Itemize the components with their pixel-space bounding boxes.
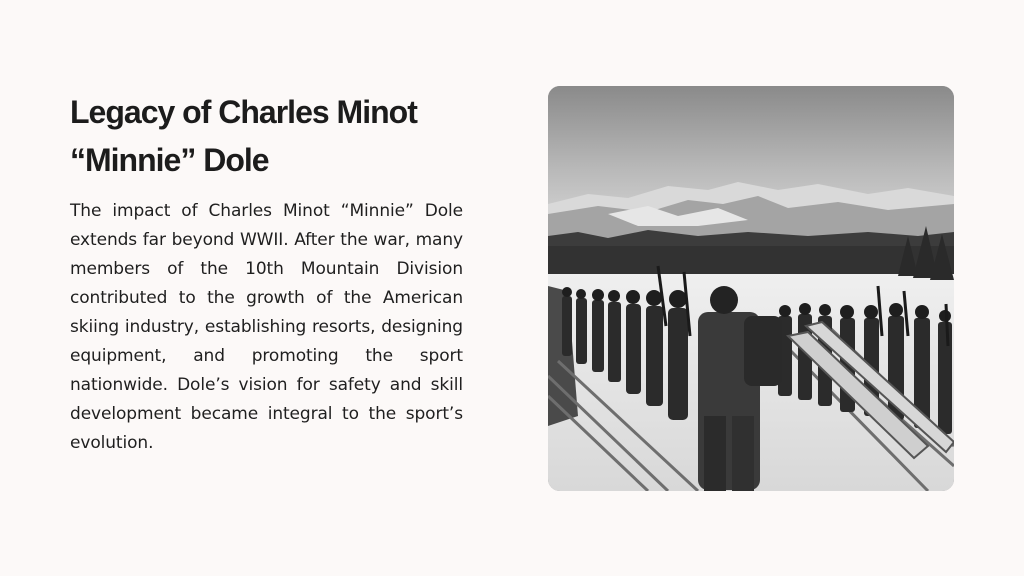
slide-body-text: The impact of Charles Minot “Minnie” Dole extends far beyond WWII. After the war, many members of the 10th Mountain Division contributed to the growth of the American skiing industry, establishing resorts, designing equipment, and promoting the sport nationwide. Dole’s vision for safety and skill development became integral to the sport’s evolution. bbox=[70, 201, 463, 453]
soldiers-photo bbox=[548, 86, 954, 491]
soldiers-photo-icon bbox=[548, 86, 954, 491]
slide-title bbox=[70, 88, 490, 184]
slide-title-line-1: Legacy of Charles Minot bbox=[70, 94, 417, 130]
slide-title-line-2: “Minnie” Dole bbox=[70, 142, 269, 178]
